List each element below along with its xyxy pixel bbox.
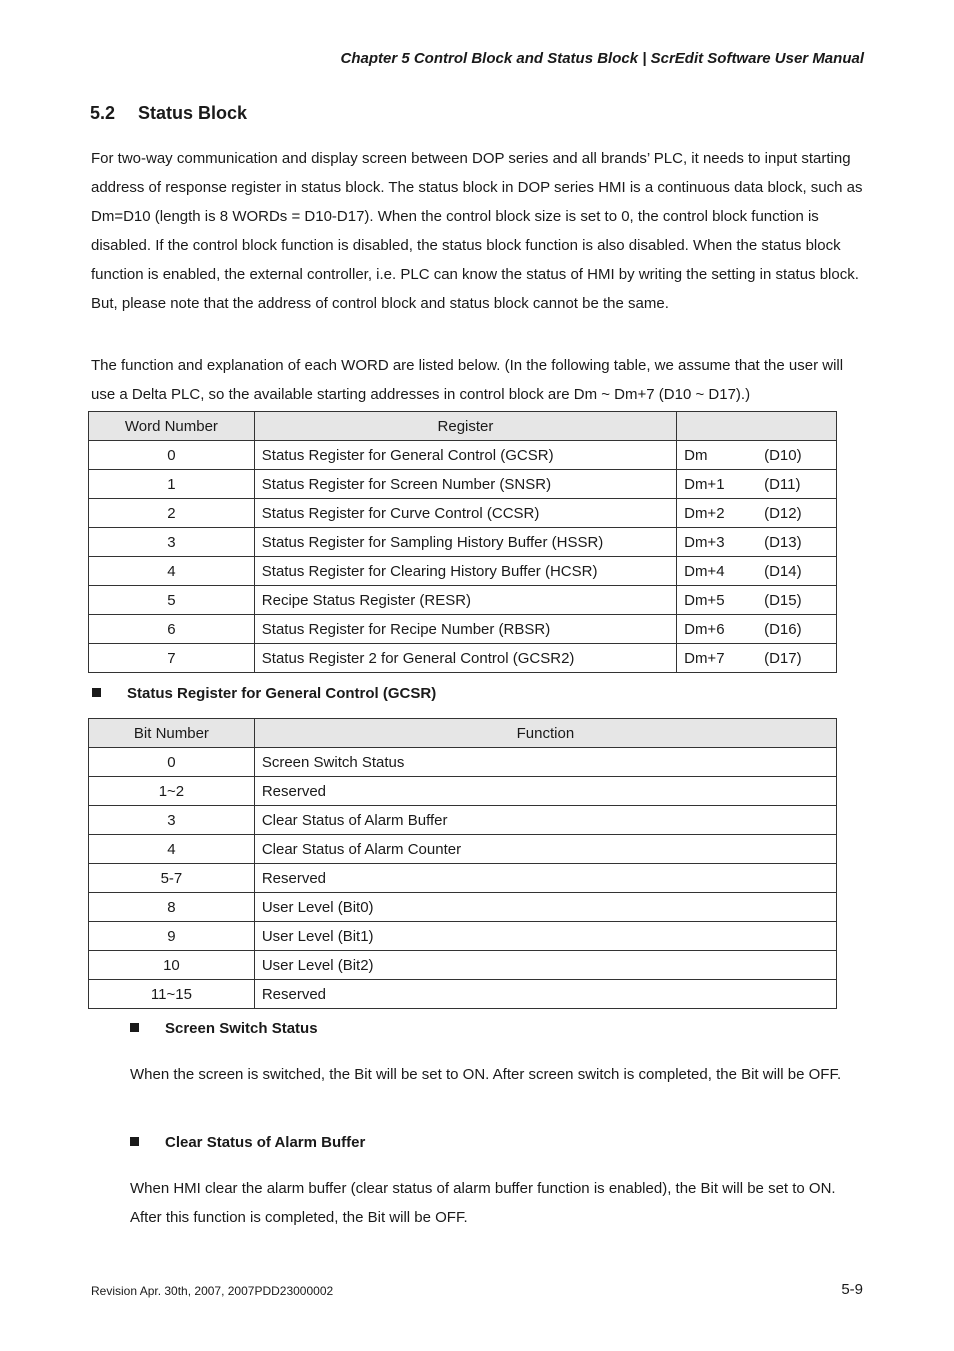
section-number: 5.2 [90,103,116,123]
word-number-cell: 1 [89,470,255,499]
intro-paragraph: For two-way communication and display screen between DOP series and all brands’ PLC, it needs to input starting address of response register in status block. The status block in DOP series HMI is a continuous data block, such as Dm=D10 (length is 8 WORDs = D10-D17). When the control block size is set to 0, the control block function is disabled. If the control block function is disabled, the status block function is also disabled. When the status block function is enabled, the external controller, i.e. PLC can know the status of HMI by writing the setting in status block. But, please note that the address of control block and status block cannot be the same. [91,150,863,312]
bit-number-cell: 0 [89,748,255,777]
address-cell [677,470,837,499]
address-offset: Dm [684,446,708,464]
device-address: (D16) [764,620,802,638]
manual-title: ScrEdit Software User Manual [650,50,864,67]
register-cell: Status Register for Sampling History Buffer (HSSR) [254,528,676,557]
table-row [89,777,837,806]
header-word-number: Word Number [89,412,255,441]
table-row [89,557,837,586]
device-address: (D13) [764,533,802,551]
table-row [89,748,837,777]
bullet-square-icon [130,1023,139,1032]
word-number-cell: 5 [89,586,255,615]
function-cell: User Level (Bit2) [254,951,836,980]
device-address: (D12) [764,504,802,522]
alarm-buffer-heading-text: Clear Status of Alarm Buffer [165,1134,366,1151]
function-cell: Clear Status of Alarm Counter [254,835,836,864]
word-number-cell: 7 [89,644,255,673]
register-cell: Status Register for General Control (GCSR) [254,441,676,470]
bit-number-cell: 11~15 [89,980,255,1009]
table-row [89,528,837,557]
header-separator: | [642,50,647,67]
device-address: (D10) [764,446,802,464]
header-address [677,412,837,441]
function-cell: Reserved [254,980,836,1009]
header-register: Register [254,412,676,441]
address-offset: Dm+3 [684,533,725,551]
function-cell: Screen Switch Status [254,748,836,777]
revision-footer: Revision Apr. 30th, 2007, 2007PDD23000002 [91,1284,334,1298]
register-cell: Status Register for Curve Control (CCSR) [254,499,676,528]
word-number-cell: 0 [89,441,255,470]
bullet-square-icon [130,1137,139,1146]
table-row [89,980,837,1009]
gcsr-bit-table [88,718,837,1009]
word-number-cell: 3 [89,528,255,557]
table-row [89,922,837,951]
address-cell [677,615,837,644]
bit-number-cell: 1~2 [89,777,255,806]
function-cell: Reserved [254,777,836,806]
alarm-buffer-paragraph: When HMI clear the alarm buffer (clear status of alarm buffer function is enabled), the Bit will be set to ON. After this function is completed, the Bit will be OFF. [130,1180,836,1226]
address-offset: Dm+2 [684,504,725,522]
bit-number-cell: 10 [89,951,255,980]
section-title: Status Block [138,103,248,123]
device-address: (D11) [764,475,801,493]
bullet-square-icon [92,688,101,697]
address-offset: Dm+6 [684,620,725,638]
table-row [89,615,837,644]
function-cell: User Level (Bit1) [254,922,836,951]
address-offset: Dm+1 [684,475,725,493]
screen-switch-heading [130,1020,318,1037]
table-row [89,806,837,835]
bit-number-cell: 4 [89,835,255,864]
register-cell: Status Register 2 for General Control (GCSR2) [254,644,676,673]
screen-switch-heading-text: Screen Switch Status [165,1020,318,1037]
table-row [89,470,837,499]
section-heading [90,103,247,124]
bit-number-cell: 8 [89,893,255,922]
word-number-cell: 2 [89,499,255,528]
address-cell [677,557,837,586]
address-cell [677,441,837,470]
table-row [89,893,837,922]
header-bit-number: Bit Number [89,719,255,748]
bit-number-cell: 5-7 [89,864,255,893]
gcsr-heading [92,685,436,702]
screen-switch-paragraph: When the screen is switched, the Bit will be set to ON. After screen switch is completed, the Bit will be OFF. [130,1066,842,1083]
table-header-row [89,412,837,441]
bit-number-cell: 9 [89,922,255,951]
table-row [89,864,837,893]
function-cell: Clear Status of Alarm Buffer [254,806,836,835]
word-number-cell: 4 [89,557,255,586]
alarm-buffer-heading [130,1134,365,1151]
page-header [341,50,865,67]
address-cell [677,586,837,615]
function-cell: User Level (Bit0) [254,893,836,922]
address-offset: Dm+7 [684,649,725,667]
register-cell: Status Register for Recipe Number (RBSR) [254,615,676,644]
address-cell [677,528,837,557]
table-row [89,499,837,528]
address-offset: Dm+4 [684,562,725,580]
register-cell: Recipe Status Register (RESR) [254,586,676,615]
table-intro-paragraph: The function and explanation of each WORD are listed below. (In the following table, we assume that the user will use a Delta PLC, so the available starting addresses in control block are Dm ~ Dm+7 (D10 ~ D17).) [91,357,844,403]
register-cell: Status Register for Screen Number (SNSR) [254,470,676,499]
table-row [89,441,837,470]
page-number: 5-9 [841,1281,863,1298]
table-row [89,951,837,980]
address-cell [677,644,837,673]
function-cell: Reserved [254,864,836,893]
device-address: (D15) [764,591,802,609]
chapter-title: Chapter 5 Control Block and Status Block [340,50,639,67]
gcsr-heading-text: Status Register for General Control (GCSR) [127,685,437,702]
table-row [89,586,837,615]
table-row [89,644,837,673]
word-register-table [88,411,837,673]
word-number-cell: 6 [89,615,255,644]
device-address: (D14) [764,562,802,580]
device-address: (D17) [764,649,802,667]
address-cell [677,499,837,528]
table-row [89,835,837,864]
address-offset: Dm+5 [684,591,725,609]
table-header-row [89,719,837,748]
register-cell: Status Register for Clearing History Buffer (HCSR) [254,557,676,586]
header-function: Function [254,719,836,748]
bit-number-cell: 3 [89,806,255,835]
